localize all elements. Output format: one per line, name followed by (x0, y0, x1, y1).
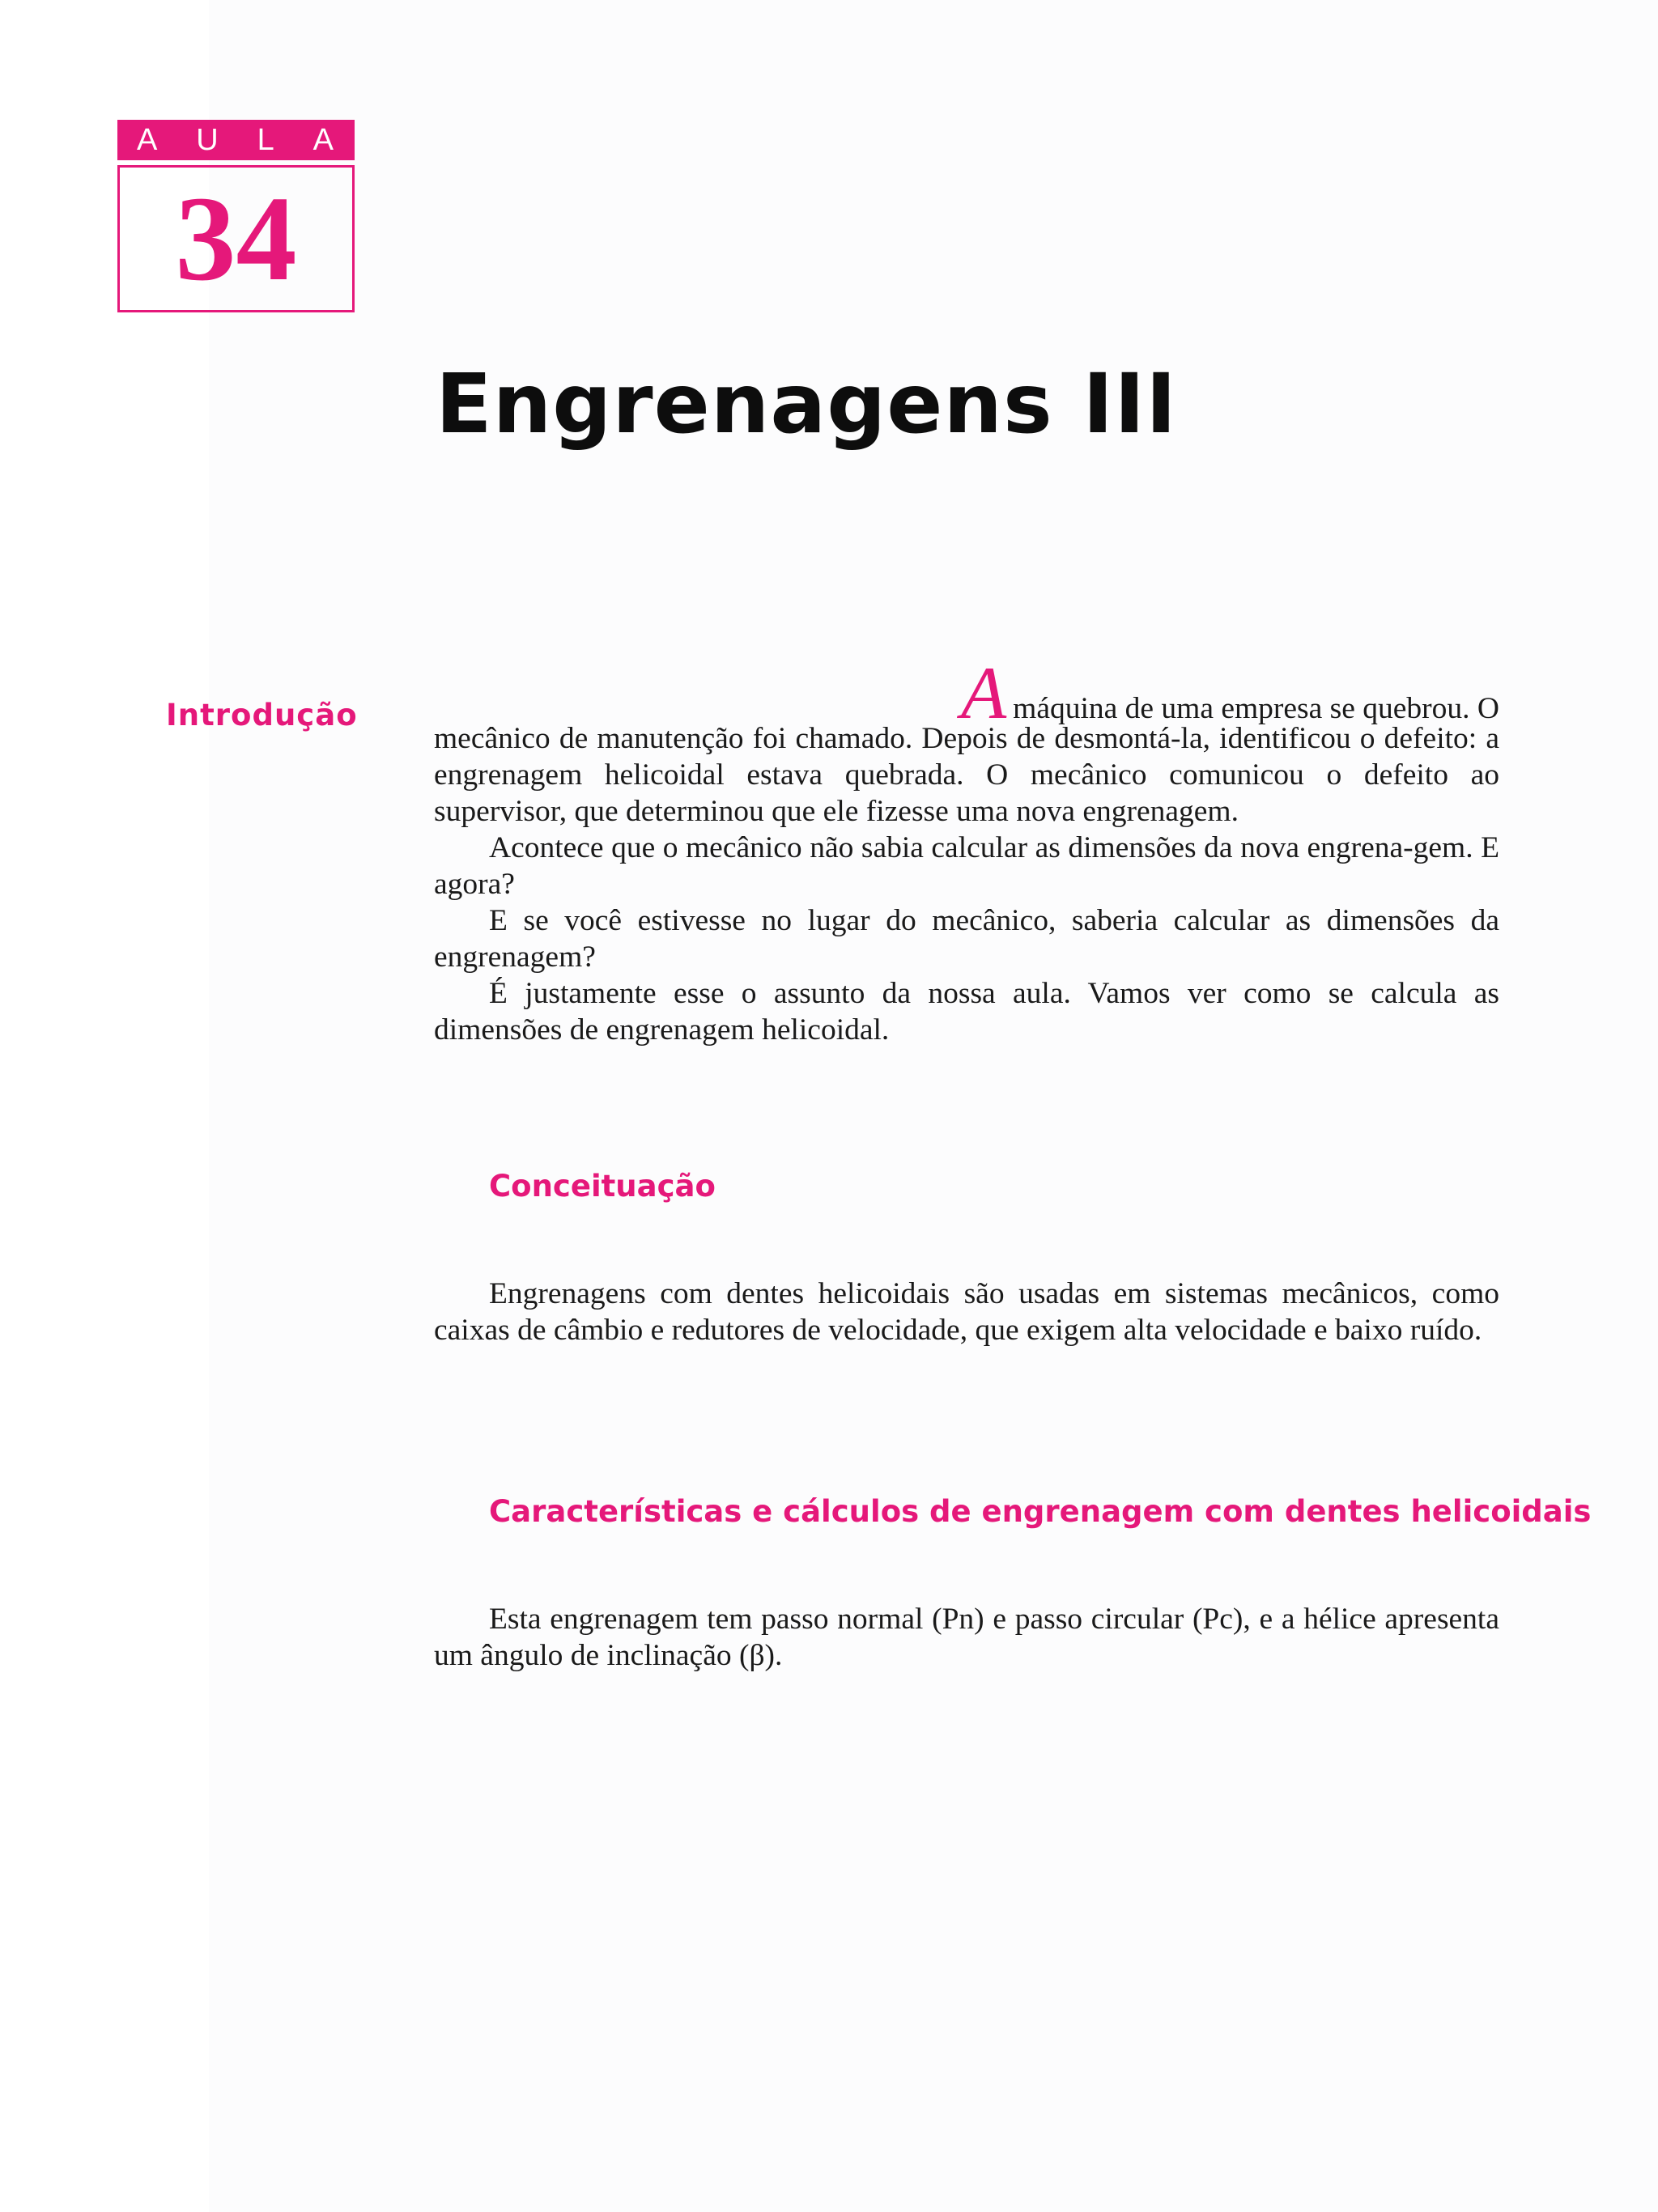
lesson-label-letter: L (257, 122, 276, 157)
intro-paragraph: mecânico de manutenção foi chamado. Depois de desmontá-la, identificou o defeito: a engrenagem helicoidal estava quebrada. O mecânico comunicou o defeito ao supervisor, que determinou que ele fizesse uma nova engrenagem. (434, 722, 1499, 828)
intro-paragraph: Acontece que o mecânico não sabia calcular as dimensões da nova engrena-gem. E agora? (434, 831, 1499, 901)
intro-first-line-text: máquina de uma empresa se quebrou. O (1013, 692, 1499, 725)
intro-text (434, 652, 1499, 1048)
intro-paragraph: E se você estivesse no lugar do mecânico, saberia calcular as dimensões da engrenagem? (434, 904, 1499, 974)
drop-cap: A (960, 652, 1007, 734)
conceituacao-heading: Conceituação (489, 1169, 716, 1204)
page-title: Engrenagens III (436, 356, 1178, 452)
lesson-badge (117, 120, 355, 312)
conceituacao-text (434, 1276, 1499, 1348)
lesson-label-letter: A (312, 122, 335, 157)
caracteristicas-text (434, 1601, 1499, 1674)
lesson-label-letter: U (196, 122, 220, 157)
caracteristicas-heading: Características e cálculos de engrenagem com dentes helicoidais (489, 1494, 1592, 1529)
lesson-number: 34 (117, 165, 355, 312)
lesson-label-letter: A (137, 122, 159, 157)
intro-first-line (434, 652, 1499, 734)
lesson-label (117, 120, 355, 160)
intro-heading: Introdução (166, 698, 358, 732)
conceituacao-paragraph: Engrenagens com dentes helicoidais são usadas em sistemas mecânicos, como caixas de câmbio e redutores de velocidade, que exigem alta velocidade e baixo ruído. (434, 1277, 1499, 1347)
caracteristicas-paragraph: Esta engrenagem tem passo normal (Pn) e passo circular (Pc), e a hélice apresenta um ângulo de inclinação (β). (434, 1603, 1499, 1672)
intro-paragraph: É justamente esse o assunto da nossa aula. Vamos ver como se calcula as dimensões de engrenagem helicoidal. (434, 977, 1499, 1047)
page-background (209, 0, 1658, 2212)
